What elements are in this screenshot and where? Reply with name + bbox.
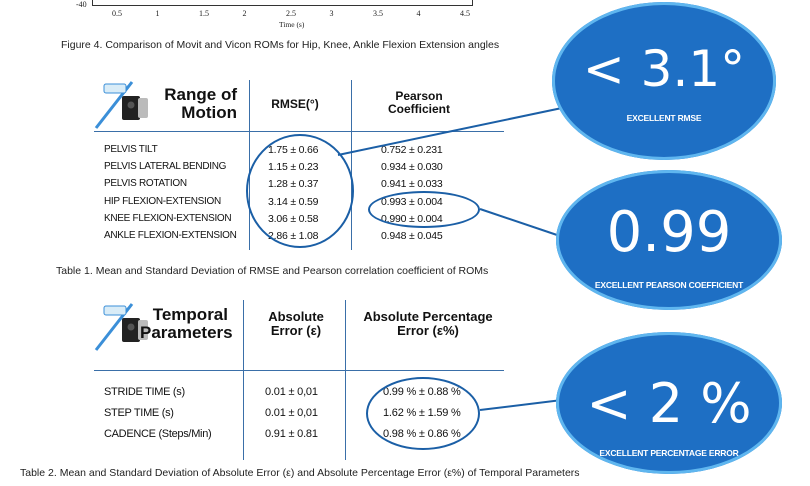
- table1-rmse-cell: 3.14 ± 0.59: [268, 195, 319, 208]
- table2-row-label: STRIDE TIME (s): [104, 386, 185, 398]
- bubble-pearson-label: EXCELLENT PEARSON COEFFICIENT: [594, 280, 744, 290]
- table1-pearson-cell: 0.993 ± 0.004: [381, 195, 443, 208]
- x-tick-label: 0.5: [112, 9, 122, 18]
- table1-header-pearson: Pearson Coefficient: [387, 89, 450, 116]
- table1-pearson-cell: 0.948 ± 0.045: [381, 230, 443, 242]
- bubble-pearson-value: 0.99: [606, 200, 732, 265]
- table2-abs-error-cell: 0.91 ± 0.81: [265, 428, 318, 440]
- table2-header-temporal: Temporal Parameters: [140, 305, 233, 342]
- table1-rmse-cell: 1.28 ± 0.37: [268, 178, 319, 191]
- bubble-rmse-value: < 3.1°: [582, 40, 746, 98]
- table1-row-label: PELVIS ROTATION: [104, 178, 187, 190]
- table2-header-pct-error: Absolute Percentage Error (ε%): [363, 309, 493, 338]
- connector-line-pearson: [480, 209, 560, 236]
- table1-row-label: PELVIS LATERAL BENDING: [104, 161, 227, 173]
- table2-row-label: STEP TIME (s): [104, 407, 174, 419]
- table1-pearson-cell: 0.752 ± 0.231: [381, 144, 443, 156]
- x-tick-label: 2: [242, 9, 247, 18]
- table1-row-label: PELVIS TILT: [104, 144, 158, 155]
- bubble-rmse-label: EXCELLENT RMSE: [626, 113, 702, 123]
- bubble-pct-value: < 2 %: [586, 372, 752, 435]
- table2-abs-error-cell: 0.01 ± 0,01: [265, 407, 318, 419]
- x-tick-label: 3.5: [373, 9, 383, 18]
- table1-rmse-cell: 3.06 ± 0.58: [268, 212, 319, 225]
- table1-pearson-cell: 0.990 ± 0.004: [381, 212, 443, 225]
- x-tick-label: 4: [416, 9, 421, 18]
- x-tick-label: 2.5: [286, 9, 296, 18]
- table1-rmse-cell: 2.86 ± 1.08: [268, 230, 319, 242]
- table2-header-abs-error: Absolute Error (ε): [268, 309, 324, 338]
- table2-pct-error-cell: 1.62 % ± 1.59 %: [383, 407, 461, 419]
- table2-pct-error-cell: 0.98 % ± 0.86 %: [383, 428, 461, 440]
- x-tick-label: 1: [155, 9, 160, 18]
- y-tick-label: -40: [76, 0, 87, 9]
- bubble-pct-label: EXCELLENT PERCENTAGE ERROR: [599, 448, 739, 458]
- table2-pct-error-cell: 0.99 % ± 0.88 %: [383, 386, 461, 398]
- bubble-pearson: [556, 170, 782, 310]
- table1-row-label: HIP FLEXION-EXTENSION: [104, 195, 221, 207]
- bubble-rmse: [552, 2, 776, 160]
- table1-row-label: ANKLE FLEXION-EXTENSION: [104, 230, 237, 241]
- table1-pearson-cell: 0.934 ± 0.030: [381, 161, 443, 174]
- x-tick-label: 4.5: [460, 9, 470, 18]
- table1-header-rmse: RMSE(°): [271, 97, 319, 111]
- connector-line-pct: [480, 400, 562, 410]
- table1-header-range-of-motion: Range of Motion: [164, 85, 237, 122]
- x-tick-label: 1.5: [199, 9, 209, 18]
- table1-rmse-cell: 1.15 ± 0.23: [268, 161, 319, 174]
- table2-abs-error-cell: 0.01 ± 0,01: [265, 386, 318, 398]
- bubble-pct-error: [556, 332, 782, 474]
- table1-row-label: KNEE FLEXION-EXTENSION: [104, 212, 232, 224]
- figure-caption: Figure 4. Comparison of Movit and Vicon ROMs for Hip, Knee, Ankle Flexion Extension angles: [61, 39, 500, 51]
- x-axis-label: Time (s): [279, 20, 305, 29]
- table1-rmse-cell: 1.75 ± 0.66: [268, 144, 319, 156]
- table2-row-label: CADENCE (Steps/Min): [104, 428, 212, 440]
- table1-pearson-cell: 0.941 ± 0.033: [381, 178, 443, 191]
- table1-caption: Table 1. Mean and Standard Deviation of RMSE and Pearson correlation coefficient of ROMs: [56, 265, 489, 277]
- table2-caption: Table 2. Mean and Standard Deviation of Absolute Error (ε) and Absolute Percentage Error (ε%) of Temporal Parameters: [20, 467, 580, 479]
- x-tick-label: 3: [329, 9, 334, 18]
